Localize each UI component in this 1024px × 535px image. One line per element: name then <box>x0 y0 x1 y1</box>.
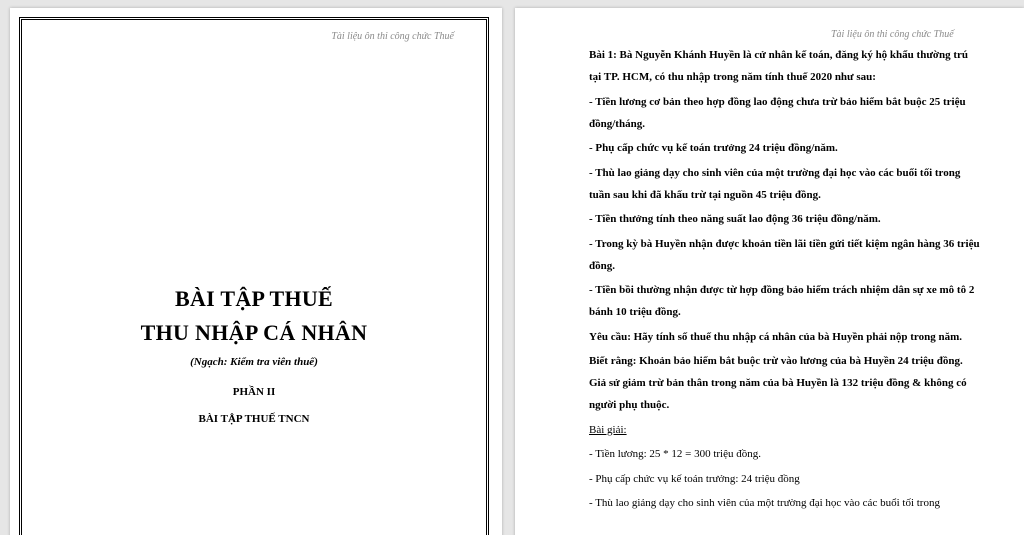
problem-intro: Bài 1: Bà Nguyễn Khánh Huyền là cử nhân kế toán, đăng ký hộ khẩu thường trú tại TP. HCM, có thu nhập trong năm tính thuế 2020 như sau: <box>589 49 969 83</box>
page-header-note: Tài liệu ôn thi công chức Thuế <box>331 31 454 42</box>
problem-item: - Tiền lương cơ bản theo hợp đồng lao động chưa trừ bảo hiểm bắt buộc 25 triệu đồng/tháng. <box>589 95 966 130</box>
solution-line: - Thù lao giảng dạy cho sinh viên của một trường đại học vào các buổi tối trong <box>589 497 940 509</box>
cover-border <box>19 17 489 535</box>
exercise-page <box>515 8 1024 535</box>
problem-given: Biết rằng: Khoản bảo hiểm bắt buộc trừ vào lương của bà Huyền 24 triệu đồng. Giả sử giảm trừ bản thân trong năm của bà Huyền là 132 triệu đồng & không có người phụ thuộc. <box>589 355 967 411</box>
problem-item: - Thù lao giảng dạy cho sinh viên của một trường đại học vào các buổi tối trong tuần sau khi đã khấu trừ tại nguồn 45 triệu đồng. <box>589 166 961 201</box>
exercise-content <box>589 44 981 517</box>
problem-requirement: Yêu cầu: Hãy tính số thuế thu nhập cá nhân của bà Huyền phải nộp trong năm. <box>589 330 962 343</box>
cover-subtitle: (Ngạch: Kiểm tra viên thuế) <box>190 356 318 368</box>
cover-part-name: BÀI TẬP THUẾ TNCN <box>198 413 310 425</box>
problem-item: - Tiền thưởng tính theo năng suất lao động 36 triệu đồng/năm. <box>589 213 881 225</box>
cover-title-line-1: BÀI TẬP THUẾ <box>174 286 334 311</box>
cover-part-label: PHẦN II <box>232 386 276 398</box>
solution-line: - Phụ cấp chức vụ kế toán trưởng: 24 triệu đồng <box>589 472 800 485</box>
page-header-note: Tài liệu ôn thi công chức Thuế <box>831 29 954 40</box>
problem-item: - Phụ cấp chức vụ kế toán trưởng 24 triệu đồng/năm. <box>589 142 838 154</box>
problem-item: - Trong kỳ bà Huyền nhận được khoản tiền lãi tiền gửi tiết kiệm ngân hàng 36 triệu đồng. <box>589 237 980 272</box>
cover-page <box>10 8 502 535</box>
solution-heading: Bài giải: <box>589 423 627 436</box>
cover-title-line-2: THU NHẬP CÁ NHÂN <box>140 320 368 345</box>
solution-line: - Tiền lương: 25 * 12 = 300 triệu đồng. <box>589 448 761 460</box>
problem-item: - Tiền bồi thường nhận được từ hợp đồng bảo hiểm trách nhiệm dân sự xe mô tô 2 bánh 10 triệu đồng. <box>589 284 975 318</box>
